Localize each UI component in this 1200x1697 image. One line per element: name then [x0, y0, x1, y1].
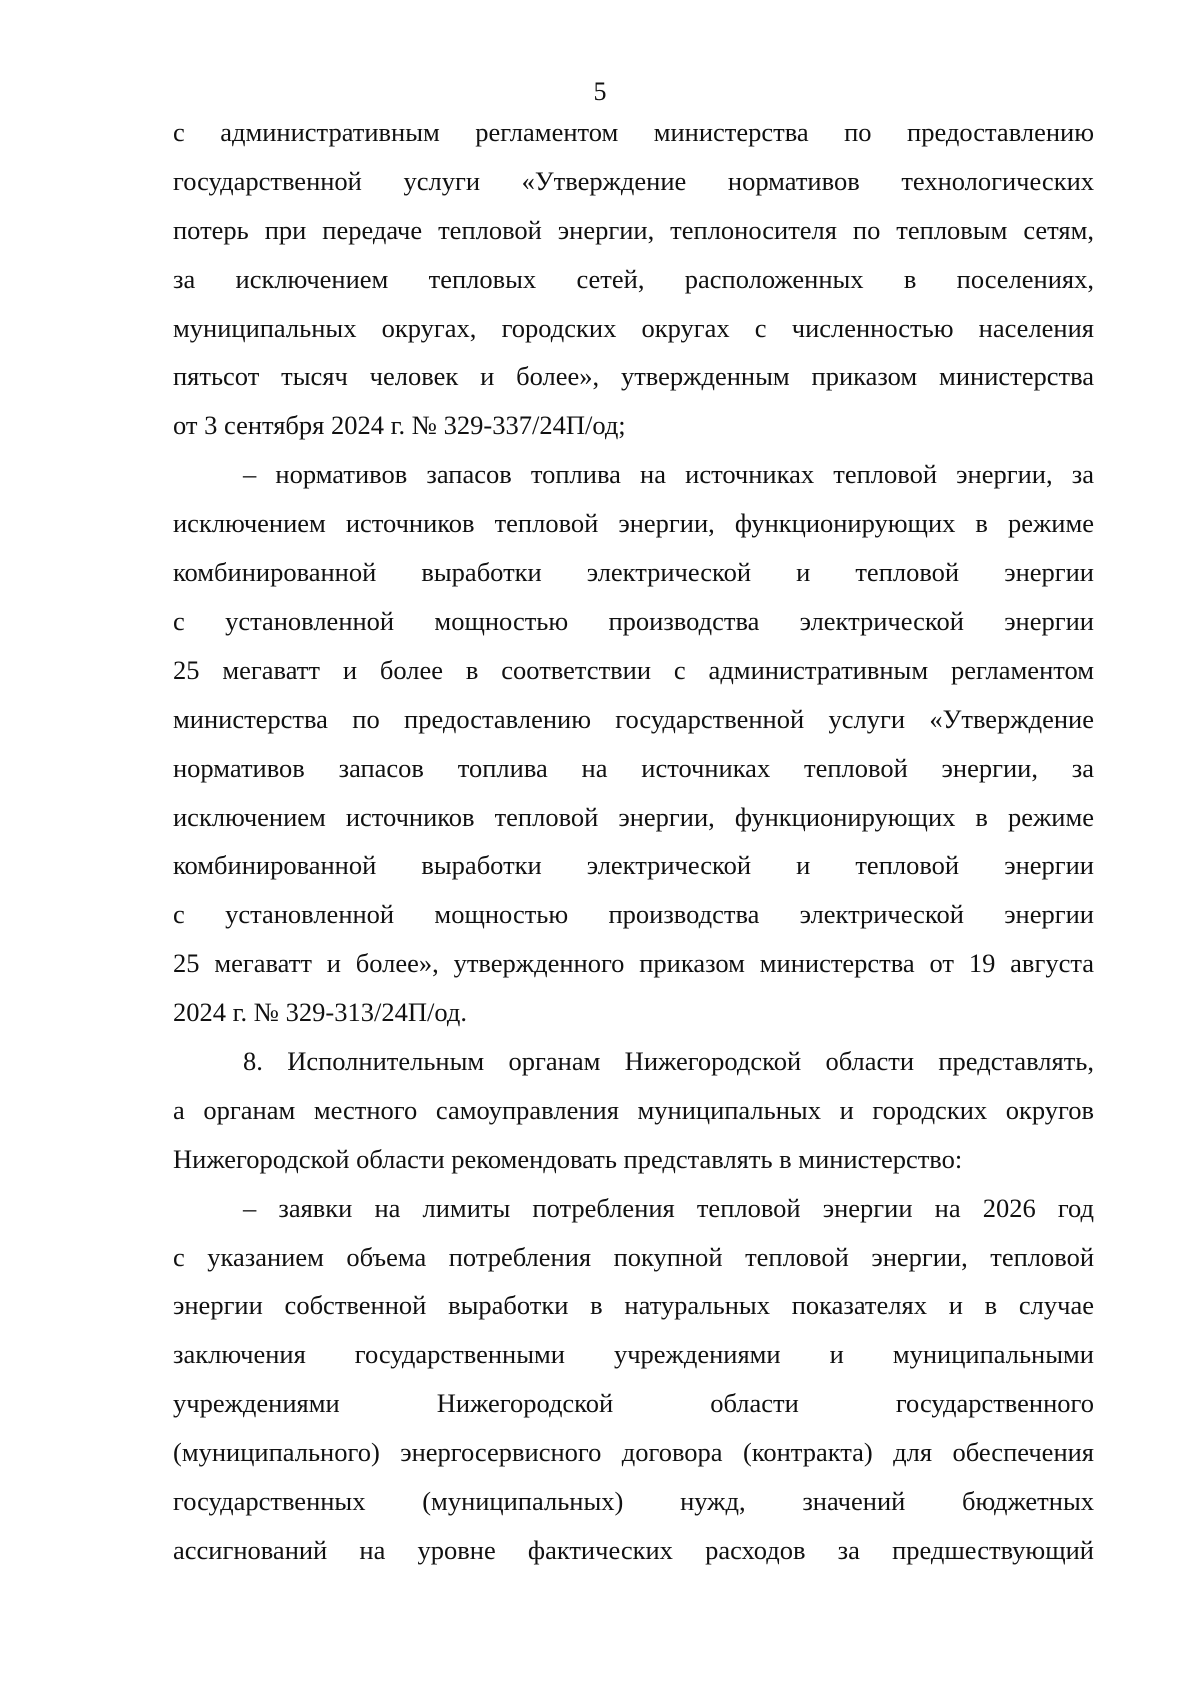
text-line: за исключением тепловых сетей, расположенных в поселениях, [173, 264, 1094, 294]
text-line: комбинированной выработки электрической и тепловой энергии [173, 850, 1094, 880]
text-line: 25 мегаватт и более в соответствии с административным регламентом [173, 655, 1094, 685]
text-line: пятьсот тысяч человек и более», утвержденным приказом министерства [173, 361, 1094, 391]
text-line: – нормативов запасов топлива на источниках тепловой энергии, за [243, 459, 1094, 489]
text-line: 25 мегаватт и более», утвержденного приказом министерства от 19 августа [173, 948, 1094, 978]
text-line: заключения государственными учреждениями и муниципальными [173, 1339, 1094, 1369]
text-line: государственных (муниципальных) нужд, значений бюджетных [173, 1486, 1094, 1516]
text-line: министерства по предоставлению государственной услуги «Утверждение [173, 704, 1094, 734]
text-line: от 3 сентября 2024 г. № 329-337/24П/од; [173, 410, 626, 440]
text-line: учреждениями Нижегородской области государственного [173, 1388, 1094, 1418]
text-line: – заявки на лимиты потребления тепловой энергии на 2026 год [243, 1193, 1094, 1223]
text-line: муниципальных округах, городских округах с численностью населения [173, 313, 1094, 343]
text-line: потерь при передаче тепловой энергии, теплоносителя по тепловым сетям, [173, 215, 1094, 245]
text-line: а органам местного самоуправления муниципальных и городских округов [173, 1095, 1094, 1125]
text-line: (муниципального) энергосервисного договора (контракта) для обеспечения [173, 1437, 1094, 1467]
text-line: комбинированной выработки электрической и тепловой энергии [173, 557, 1094, 587]
text-line: с установленной мощностью производства электрической энергии [173, 899, 1094, 929]
text-line: с указанием объема потребления покупной тепловой энергии, тепловой [173, 1242, 1094, 1272]
text-line: ассигнований на уровне фактических расходов за предшествующий [173, 1535, 1094, 1565]
text-line: исключением источников тепловой энергии, функционирующих в режиме [173, 802, 1094, 832]
text-line: 2024 г. № 329-313/24П/од. [173, 997, 467, 1027]
text-line: государственной услуги «Утверждение нормативов технологических [173, 166, 1094, 196]
text-line: Нижегородской области рекомендовать представлять в министерство: [173, 1144, 963, 1174]
text-line: энергии собственной выработки в натуральных показателях и в случае [173, 1290, 1094, 1320]
text-line: 8. Исполнительным органам Нижегородской области представлять, [243, 1046, 1094, 1076]
text-line: нормативов запасов топлива на источниках тепловой энергии, за [173, 753, 1094, 783]
text-line: с установленной мощностью производства электрической энергии [173, 606, 1094, 636]
text-line: исключением источников тепловой энергии, функционирующих в режиме [173, 508, 1094, 538]
page-number: 5 [593, 77, 607, 106]
text-line: с административным регламентом министерства по предоставлению [173, 117, 1094, 147]
